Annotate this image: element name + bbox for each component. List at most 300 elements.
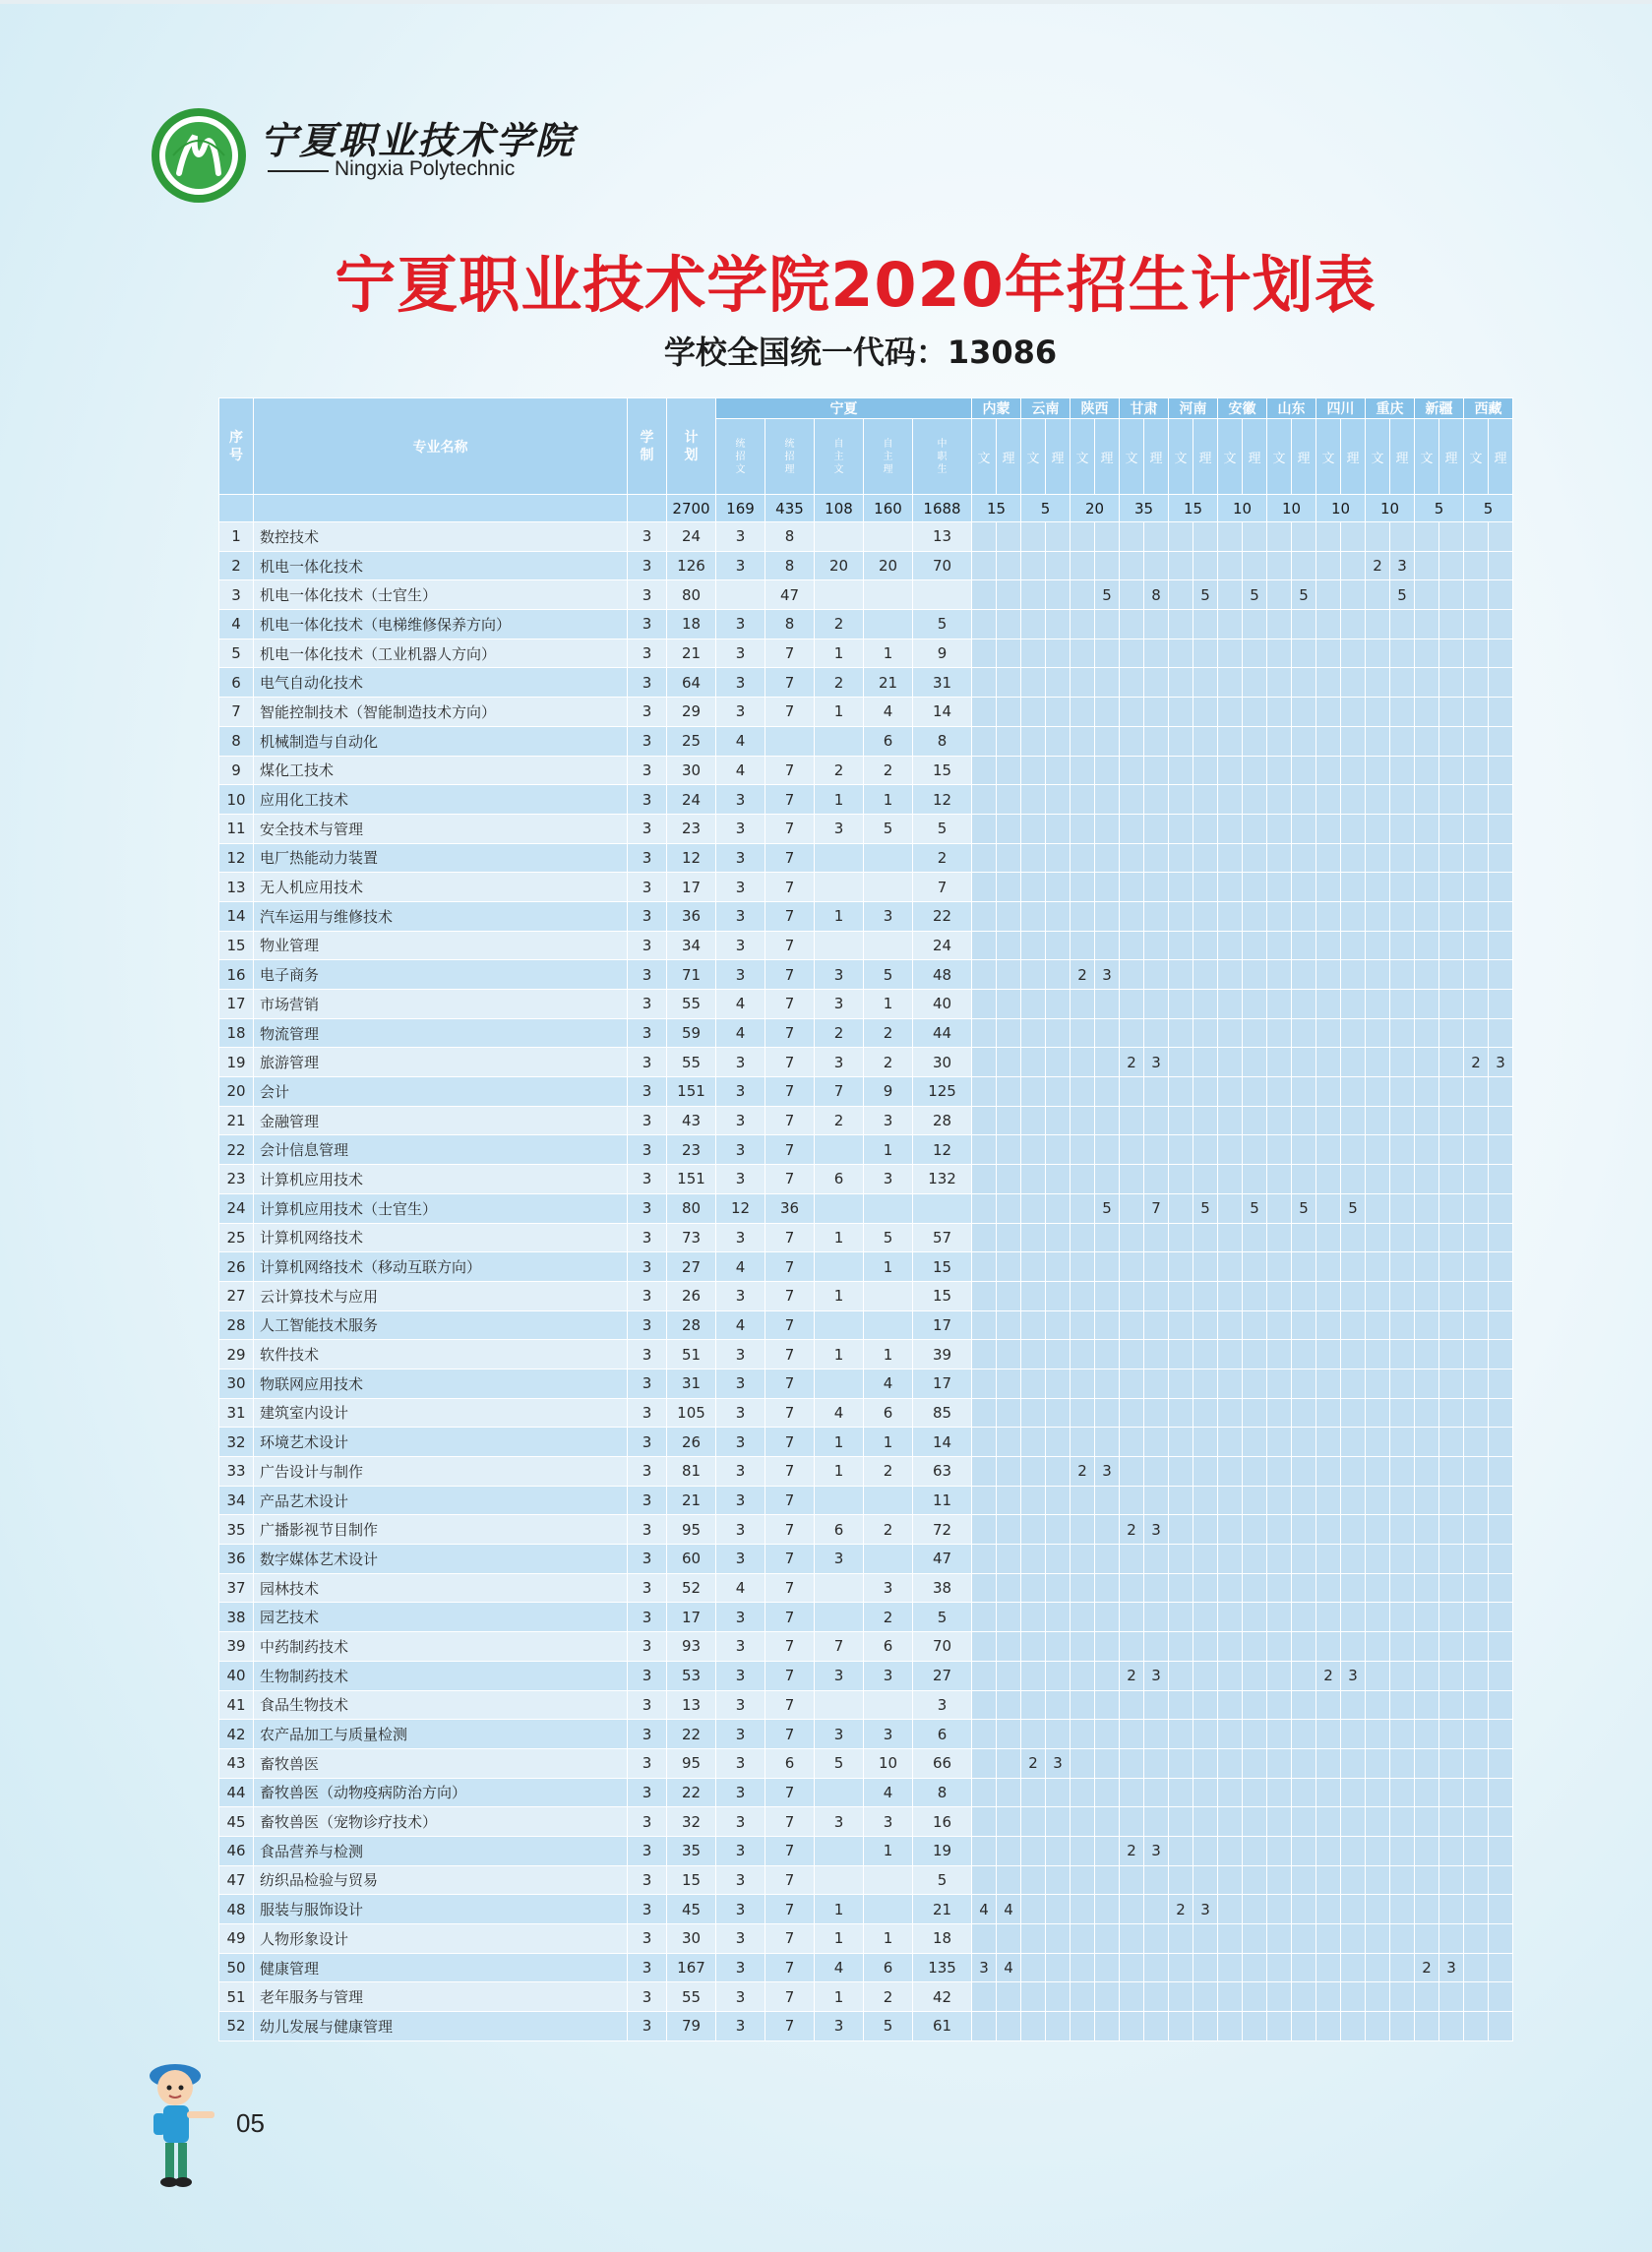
row-province-value (1144, 1690, 1169, 1720)
row-province-value (1218, 551, 1243, 580)
row-ningxia-value: 7 (765, 1720, 815, 1749)
row-province-value (1243, 1486, 1267, 1515)
row-province-value (1144, 1018, 1169, 1048)
row-plan: 53 (667, 1661, 716, 1690)
row-province-value (1292, 2012, 1316, 2041)
row-province-value (1144, 1340, 1169, 1369)
row-province-value (1021, 1077, 1046, 1107)
row-major-name: 计算机应用技术 (254, 1165, 628, 1194)
row-ningxia-value: 6 (864, 1632, 913, 1662)
row-province-value (1415, 1048, 1439, 1077)
row-years: 3 (628, 1457, 667, 1487)
row-province-value (1120, 990, 1144, 1019)
row-ningxia-value: 12 (913, 785, 972, 815)
row-plan: 55 (667, 1048, 716, 1077)
row-province-value (1169, 1106, 1193, 1135)
row-major-name: 广播影视节目制作 (254, 1515, 628, 1545)
row-province-value (1292, 1369, 1316, 1398)
row-province-value (1144, 2012, 1169, 2041)
row-province-value (1243, 668, 1267, 698)
row-province-value (997, 1457, 1021, 1487)
row-ningxia-value: 3 (815, 2012, 864, 2041)
row-province-value (1415, 901, 1439, 931)
row-province-value (1439, 1836, 1464, 1865)
row-province-value (1267, 1807, 1292, 1837)
row-ningxia-value: 7 (765, 843, 815, 873)
row-province-value (1169, 1690, 1193, 1720)
row-province-value (1046, 1982, 1071, 2012)
col-header-li: 理 (1390, 419, 1415, 495)
row-seq: 23 (219, 1165, 254, 1194)
row-province-value (1218, 1865, 1243, 1895)
row-ningxia-value: 2 (913, 843, 972, 873)
totals-province: 10 (1267, 495, 1316, 522)
row-ningxia-value: 22 (913, 901, 972, 931)
row-province-value (1169, 1369, 1193, 1398)
row-seq: 3 (219, 580, 254, 610)
row-province-value (1071, 1603, 1095, 1632)
row-province-value (1120, 1369, 1144, 1398)
row-province-value (1095, 1340, 1120, 1369)
row-ningxia-value: 2 (864, 1603, 913, 1632)
row-province-value (1218, 1953, 1243, 1982)
row-plan: 31 (667, 1369, 716, 1398)
row-province-value (1366, 1865, 1390, 1895)
row-province-value (1046, 1252, 1071, 1282)
row-province-value (1464, 1457, 1489, 1487)
row-years: 3 (628, 901, 667, 931)
row-ningxia-value: 4 (864, 1369, 913, 1398)
row-province-value (1021, 1924, 1046, 1954)
row-province-value (1489, 814, 1513, 843)
row-province-value (1316, 1018, 1341, 1048)
row-province-value (1243, 1165, 1267, 1194)
col-header-province: 内蒙 (972, 398, 1021, 419)
row-province-value (1243, 1135, 1267, 1165)
row-province-value (1292, 1457, 1316, 1487)
row-province-value (1071, 756, 1095, 785)
row-province-value (1169, 610, 1193, 639)
table-row (219, 1895, 1513, 1924)
row-province-value (1071, 901, 1095, 931)
row-province-value (1120, 756, 1144, 785)
row-province-value (1218, 1515, 1243, 1545)
row-ningxia-value (815, 1603, 864, 1632)
row-province-value (1169, 1165, 1193, 1194)
row-province-value (1218, 1106, 1243, 1135)
row-province-value (1366, 1457, 1390, 1487)
row-province-value (1415, 668, 1439, 698)
row-province-value (1341, 1690, 1366, 1720)
row-plan: 60 (667, 1545, 716, 1574)
row-major-name: 机电一体化技术（工业机器人方向） (254, 639, 628, 668)
row-province-value (1316, 1310, 1341, 1340)
col-header-li: 理 (1243, 419, 1267, 495)
row-province-value (1144, 814, 1169, 843)
row-province-value (1366, 1836, 1390, 1865)
row-province-value (997, 1807, 1021, 1837)
row-seq: 8 (219, 726, 254, 756)
row-province-value (1169, 1223, 1193, 1252)
row-province-value (1464, 639, 1489, 668)
row-ningxia-value: 3 (716, 698, 765, 727)
row-province-value (1341, 1720, 1366, 1749)
row-province-value (1366, 1281, 1390, 1310)
col-header-li: 理 (1144, 419, 1169, 495)
row-major-name: 物联网应用技术 (254, 1369, 628, 1398)
row-province-value (1489, 1836, 1513, 1865)
totals-row (219, 495, 1513, 522)
row-province-value (1316, 1048, 1341, 1077)
row-province-value (1292, 1661, 1316, 1690)
row-province-value (1046, 1281, 1071, 1310)
row-province-value (1390, 1865, 1415, 1895)
row-ningxia-value: 8 (765, 522, 815, 552)
row-province-value (1071, 1720, 1095, 1749)
row-province-value (1415, 1924, 1439, 1954)
row-ningxia-value: 5 (913, 814, 972, 843)
row-province-value (997, 1632, 1021, 1662)
row-province-value (1366, 1807, 1390, 1837)
row-province-value (1390, 1836, 1415, 1865)
row-province-value (1021, 931, 1046, 960)
row-province-value (1489, 726, 1513, 756)
row-province-value (1193, 1486, 1218, 1515)
row-province-value (1267, 901, 1292, 931)
row-seq: 31 (219, 1398, 254, 1428)
totals-province: 5 (1415, 495, 1464, 522)
col-header-ningxia-sub (913, 419, 972, 495)
row-province-value (972, 1369, 997, 1398)
row-province-value (1046, 1048, 1071, 1077)
row-ningxia-value: 44 (913, 1018, 972, 1048)
row-province-value (1341, 1106, 1366, 1135)
row-province-value (1144, 1486, 1169, 1515)
row-ningxia-value: 7 (765, 2012, 815, 2041)
row-province-value (1243, 1807, 1267, 1837)
table-row (219, 1135, 1513, 1165)
row-major-name: 人工智能技术服务 (254, 1310, 628, 1340)
row-province-value (1341, 931, 1366, 960)
row-years: 3 (628, 1895, 667, 1924)
row-province-value (997, 1193, 1021, 1223)
row-ningxia-value (815, 1778, 864, 1807)
row-province-value (1267, 931, 1292, 960)
row-province-value (1267, 1369, 1292, 1398)
row-province-value (1415, 990, 1439, 1019)
row-province-value (1095, 1515, 1120, 1545)
row-province-value (1169, 1603, 1193, 1632)
row-province-value (1464, 1515, 1489, 1545)
row-province-value (1292, 785, 1316, 815)
row-ningxia-value: 15 (913, 1281, 972, 1310)
row-ningxia-value: 3 (913, 1690, 972, 1720)
row-province-value (1193, 551, 1218, 580)
row-ningxia-value: 4 (716, 1310, 765, 1340)
row-province-value (1439, 1165, 1464, 1194)
row-province-value (1120, 1486, 1144, 1515)
row-province-value (1095, 726, 1120, 756)
row-province-value (1464, 1135, 1489, 1165)
row-province-value (1316, 785, 1341, 815)
row-province-value (1366, 1486, 1390, 1515)
col-header-province: 云南 (1021, 398, 1071, 419)
row-ningxia-value: 7 (765, 785, 815, 815)
row-province-value (1439, 843, 1464, 873)
row-ningxia-value (864, 931, 913, 960)
row-province-value (1366, 1573, 1390, 1603)
row-province-value (1292, 1982, 1316, 2012)
row-province-value (1169, 1924, 1193, 1954)
row-province-value (997, 551, 1021, 580)
row-province-value (1415, 1690, 1439, 1720)
row-province-value (1341, 1165, 1366, 1194)
row-province-value (1464, 1573, 1489, 1603)
row-province-value (997, 814, 1021, 843)
row-ningxia-value: 2 (815, 668, 864, 698)
row-province-value (997, 1924, 1021, 1954)
row-major-name: 市场营销 (254, 990, 628, 1019)
row-province-value (1415, 698, 1439, 727)
row-province-value (1021, 1048, 1046, 1077)
row-province-value (1390, 1135, 1415, 1165)
row-plan: 22 (667, 1720, 716, 1749)
row-province-value (1144, 1369, 1169, 1398)
row-province-value (1390, 1340, 1415, 1369)
row-ningxia-value: 3 (815, 1807, 864, 1837)
row-ningxia-value: 38 (913, 1573, 972, 1603)
row-ningxia-value: 3 (716, 1748, 765, 1778)
row-major-name: 机械制造与自动化 (254, 726, 628, 756)
row-province-value (1292, 1515, 1316, 1545)
row-province-value (1193, 931, 1218, 960)
row-seq: 9 (219, 756, 254, 785)
row-province-value (1193, 1720, 1218, 1749)
row-province-value (1021, 1165, 1046, 1194)
row-province-value (1021, 551, 1046, 580)
row-province-value (1267, 1223, 1292, 1252)
row-province-value (1046, 960, 1071, 990)
row-province-value (1169, 1398, 1193, 1428)
row-province-value (1095, 1778, 1120, 1807)
row-province-value (1390, 1018, 1415, 1048)
row-province-value (1046, 1193, 1071, 1223)
row-province-value: 5 (1341, 1193, 1366, 1223)
row-plan: 55 (667, 990, 716, 1019)
row-province-value (1120, 1807, 1144, 1837)
row-province-value (1169, 1428, 1193, 1457)
row-province-value (1120, 1924, 1144, 1954)
row-plan: 73 (667, 1223, 716, 1252)
row-ningxia-value (815, 1369, 864, 1398)
row-ningxia-value (864, 522, 913, 552)
row-province-value (1292, 1106, 1316, 1135)
row-province-value (1341, 1924, 1366, 1954)
row-province-value (1464, 990, 1489, 1019)
row-province-value (1021, 698, 1046, 727)
row-province-value (1292, 1632, 1316, 1662)
col-header-ningxia-sub (765, 419, 815, 495)
row-ningxia-value: 2 (815, 756, 864, 785)
col-header-province: 重庆 (1366, 398, 1415, 419)
row-province-value (1046, 551, 1071, 580)
row-ningxia-value: 3 (864, 1106, 913, 1135)
col-header-wen: 文 (1464, 419, 1489, 495)
col-header-province: 四川 (1316, 398, 1366, 419)
row-province-value (1489, 1720, 1513, 1749)
row-province-value (1267, 1457, 1292, 1487)
row-major-name: 建筑室内设计 (254, 1398, 628, 1428)
row-province-value: 2 (1120, 1661, 1144, 1690)
row-province-value (1243, 756, 1267, 785)
row-province-value (1144, 1632, 1169, 1662)
page-title: 宁夏职业技术学院2020年招生计划表 (335, 249, 1377, 321)
row-plan: 105 (667, 1398, 716, 1428)
row-province-value (1218, 1165, 1243, 1194)
row-province-value (1169, 1836, 1193, 1865)
row-major-name: 机电一体化技术（士官生） (254, 580, 628, 610)
row-province-value (1489, 698, 1513, 727)
row-province-value (1267, 756, 1292, 785)
row-province-value (972, 990, 997, 1019)
row-province-value (1021, 639, 1046, 668)
row-province-value (1366, 1748, 1390, 1778)
row-province-value (1316, 1720, 1341, 1749)
row-province-value (1439, 1193, 1464, 1223)
row-province-value (1489, 1515, 1513, 1545)
row-province-value (1341, 1632, 1366, 1662)
row-province-value (1071, 1865, 1095, 1895)
row-province-value (1218, 1661, 1243, 1690)
row-years: 3 (628, 1106, 667, 1135)
row-ningxia-value (815, 873, 864, 902)
row-ningxia-value: 30 (913, 1048, 972, 1077)
row-province-value (1120, 1223, 1144, 1252)
row-major-name: 环境艺术设计 (254, 1428, 628, 1457)
row-province-value (1243, 1223, 1267, 1252)
row-province-value (1021, 1252, 1046, 1282)
row-province-value (1095, 1632, 1120, 1662)
row-province-value: 5 (1095, 1193, 1120, 1223)
row-ningxia-value: 21 (913, 1895, 972, 1924)
row-ningxia-value: 12 (913, 1135, 972, 1165)
row-province-value (1267, 668, 1292, 698)
row-seq: 16 (219, 960, 254, 990)
row-ningxia-value: 3 (716, 1982, 765, 2012)
row-ningxia-value: 9 (913, 639, 972, 668)
row-province-value (972, 931, 997, 960)
row-province-value (1292, 1486, 1316, 1515)
row-ningxia-value: 1 (815, 698, 864, 727)
row-ningxia-value: 3 (716, 1953, 765, 1982)
row-ningxia-value: 13 (913, 522, 972, 552)
row-ningxia-value: 14 (913, 1428, 972, 1457)
row-years: 3 (628, 1603, 667, 1632)
row-province-value (1292, 901, 1316, 931)
totals-ningxia: 435 (765, 495, 815, 522)
row-province-value (1193, 1340, 1218, 1369)
row-ningxia-value (815, 1690, 864, 1720)
row-province-value (1316, 1252, 1341, 1282)
table-row (219, 1807, 1513, 1837)
row-province-value (1193, 960, 1218, 990)
row-province-value (1021, 1632, 1046, 1662)
row-major-name: 无人机应用技术 (254, 873, 628, 902)
row-ningxia-value: 2 (815, 610, 864, 639)
row-ningxia-value: 1 (815, 1982, 864, 2012)
row-ningxia-value: 1 (864, 1924, 913, 1954)
row-province-value (1316, 639, 1341, 668)
row-ningxia-value: 7 (765, 1924, 815, 1954)
row-province-value (1169, 1953, 1193, 1982)
row-years: 3 (628, 1135, 667, 1165)
row-province-value (1316, 1165, 1341, 1194)
row-province-value (1292, 1865, 1316, 1895)
row-years: 3 (628, 1924, 667, 1954)
row-ningxia-value: 7 (765, 1486, 815, 1515)
row-province-value (1316, 1953, 1341, 1982)
row-province-value: 3 (1144, 1661, 1169, 1690)
row-plan: 13 (667, 1690, 716, 1720)
row-province-value (1169, 1077, 1193, 1107)
row-major-name: 园林技术 (254, 1573, 628, 1603)
row-province-value (1390, 1048, 1415, 1077)
row-province-value (1071, 1165, 1095, 1194)
row-province-value (1046, 1603, 1071, 1632)
row-ningxia-value: 1 (815, 785, 864, 815)
row-province-value (1366, 1982, 1390, 2012)
row-province-value (1095, 1428, 1120, 1457)
row-province-value (1169, 522, 1193, 552)
totals-ningxia: 108 (815, 495, 864, 522)
row-province-value (1366, 1310, 1390, 1340)
row-province-value (1464, 1836, 1489, 1865)
row-province-value (1193, 1982, 1218, 2012)
row-ningxia-value (815, 1865, 864, 1895)
ningxia-sub-label: 中职生 (937, 438, 948, 475)
row-ningxia-value: 61 (913, 2012, 972, 2041)
row-province-value (1390, 1252, 1415, 1282)
row-province-value (1341, 580, 1366, 610)
row-province-value (1316, 1077, 1341, 1107)
row-major-name: 物流管理 (254, 1018, 628, 1048)
row-province-value (1366, 1077, 1390, 1107)
row-ningxia-value: 7 (765, 1953, 815, 1982)
row-province-value (1267, 698, 1292, 727)
row-major-name: 计算机网络技术（移动互联方向） (254, 1252, 628, 1282)
row-province-value (1415, 1077, 1439, 1107)
row-province-value (1218, 1690, 1243, 1720)
row-ningxia-value: 15 (913, 756, 972, 785)
row-province-value (1439, 1748, 1464, 1778)
row-province-value (997, 1398, 1021, 1428)
school-name-en: Ningxia Polytechnic (335, 157, 516, 180)
row-province-value (1193, 1398, 1218, 1428)
row-province-value (1218, 1048, 1243, 1077)
top-border-line (0, 0, 1652, 4)
row-ningxia-value: 3 (815, 1661, 864, 1690)
row-ningxia-value: 7 (765, 814, 815, 843)
row-province-value: 2 (1120, 1515, 1144, 1545)
row-province-value: 4 (997, 1953, 1021, 1982)
row-plan: 51 (667, 1340, 716, 1369)
row-province-value (1439, 814, 1464, 843)
row-seq: 40 (219, 1661, 254, 1690)
row-province-value (1267, 1428, 1292, 1457)
row-province-value (1193, 698, 1218, 727)
row-years: 3 (628, 726, 667, 756)
row-province-value (972, 1720, 997, 1749)
